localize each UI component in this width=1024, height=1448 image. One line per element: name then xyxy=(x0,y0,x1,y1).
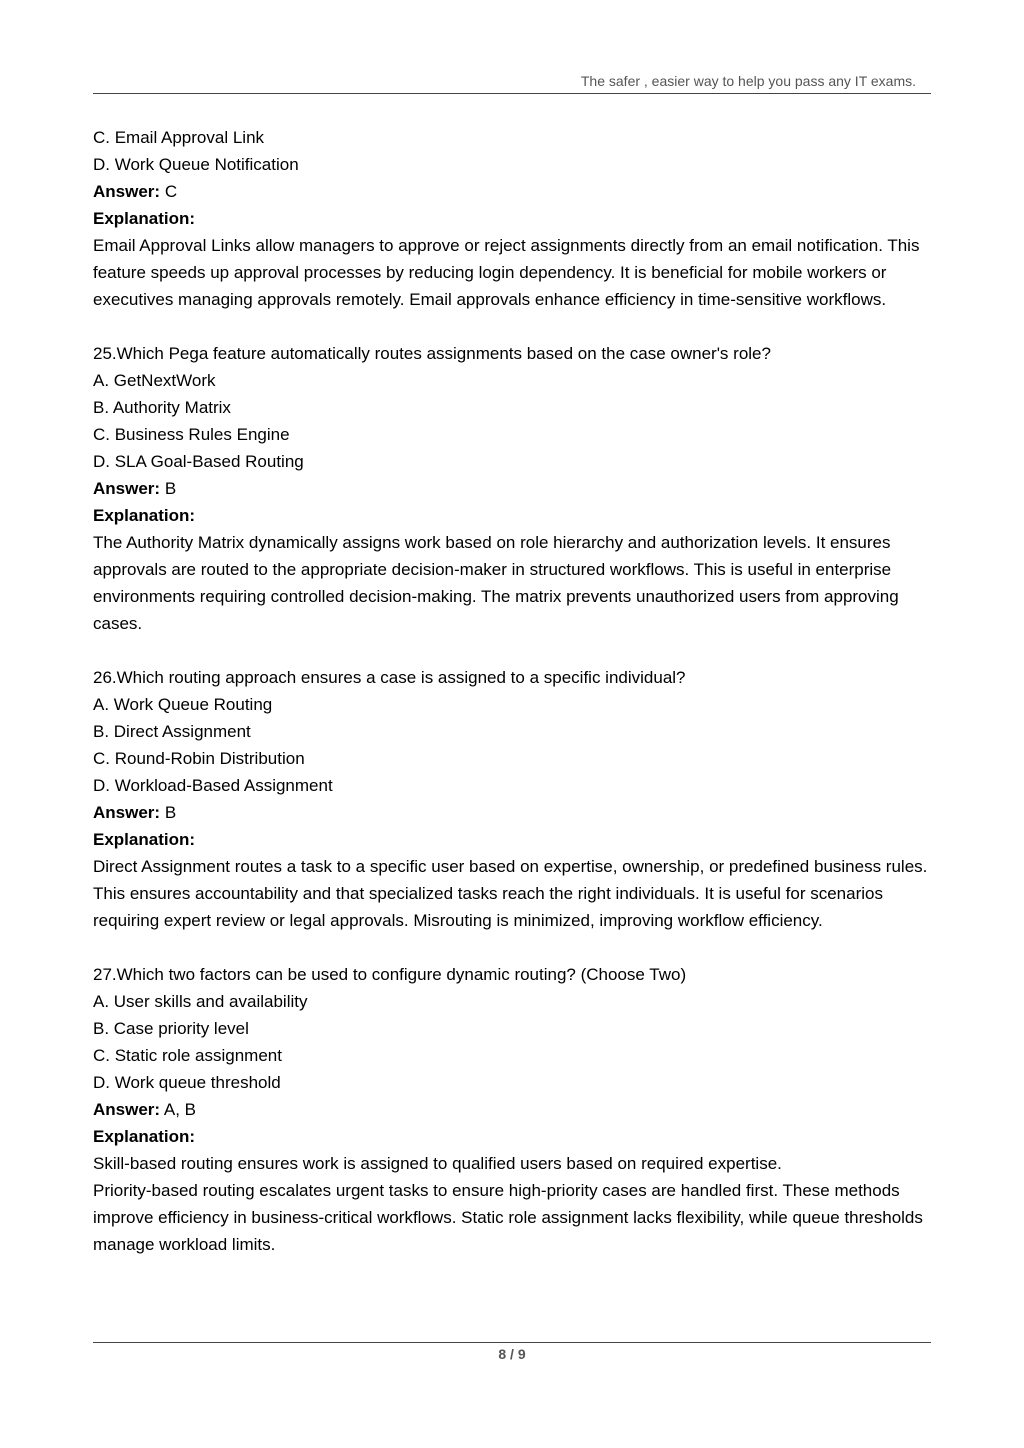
option-d: D. Work queue threshold xyxy=(93,1073,281,1092)
option-a: A. User skills and availability xyxy=(93,992,308,1011)
question-25 xyxy=(93,340,933,637)
answer-line xyxy=(93,799,933,826)
explanation-text-line-1: Skill-based routing ensures work is assigned to qualified users based on required expertise. xyxy=(93,1154,782,1173)
explanation-text: Email Approval Links allow managers to approve or reject assignments directly from an email notification. This feature speeds up approval processes by reducing login dependency. It is beneficial for mobile workers or executives managing approvals remotely. Email approvals enhance efficiency in time-sensitive workflows. xyxy=(93,236,920,309)
question-text: 26.Which routing approach ensures a case is assigned to a specific individual? xyxy=(93,668,686,687)
option-b: B. Direct Assignment xyxy=(93,722,251,741)
question-text: 25.Which Pega feature automatically routes assignments based on the case owner's role? xyxy=(93,344,771,363)
footer-divider xyxy=(93,1342,931,1343)
explanation-label: Explanation: xyxy=(93,830,196,849)
question-24-continuation xyxy=(93,124,933,313)
option-c: C. Round-Robin Distribution xyxy=(93,749,305,768)
spacer xyxy=(93,934,933,961)
answer-line xyxy=(93,1096,933,1123)
option-b: B. Case priority level xyxy=(93,1019,249,1038)
explanation-label: Explanation: xyxy=(93,1127,196,1146)
spacer xyxy=(93,313,933,340)
question-text: 27.Which two factors can be used to configure dynamic routing? (Choose Two) xyxy=(93,965,687,984)
question-26 xyxy=(93,664,933,934)
answer-line xyxy=(93,178,933,205)
header-tagline: The safer , easier way to help you pass any IT exams. xyxy=(580,73,916,89)
answer-label: Answer: xyxy=(93,479,161,498)
explanation-text: Direct Assignment routes a task to a specific user based on expertise, ownership, or predefined business rules. This ensures accountability and that specialized tasks reach the right individuals. It is useful for scenarios requiring expert review or legal approvals. Misrouting is minimized, improving workflow efficiency. xyxy=(93,857,928,930)
answer-value: B xyxy=(164,479,177,498)
option-b: B. Authority Matrix xyxy=(93,398,231,417)
spacer xyxy=(93,637,933,664)
answer-value: C xyxy=(164,182,178,201)
option-c: C. Static role assignment xyxy=(93,1046,282,1065)
page-content xyxy=(93,124,933,1258)
option-d: D. Workload-Based Assignment xyxy=(93,776,333,795)
answer-value: A, B xyxy=(163,1100,196,1119)
option-a: A. GetNextWork xyxy=(93,371,216,390)
answer-label: Answer: xyxy=(93,803,161,822)
answer-label: Answer: xyxy=(93,182,161,201)
answer-label: Answer: xyxy=(93,1100,161,1119)
header-divider xyxy=(93,93,931,94)
explanation-text: The Authority Matrix dynamically assigns work based on role hierarchy and authorization levels. It ensures approvals are routed to the appropriate decision-maker in structured workflows. This is useful in enterprise environments requiring controlled decision-making. The matrix prevents unauthorized users from approving cases. xyxy=(93,533,899,633)
page-number: 8 / 9 xyxy=(498,1346,526,1362)
explanation-text-line-2: Priority-based routing escalates urgent tasks to ensure high-priority cases are handled first. These methods improve efficiency in business-critical workflows. Static role assignment lacks flexibility, while queue thresholds manage workload limits. xyxy=(93,1181,923,1254)
option-c: C. Business Rules Engine xyxy=(93,425,290,444)
option-d: D. SLA Goal-Based Routing xyxy=(93,452,304,471)
explanation-label: Explanation: xyxy=(93,209,196,228)
option-d: D. Work Queue Notification xyxy=(93,155,299,174)
option-a: A. Work Queue Routing xyxy=(93,695,273,714)
question-27 xyxy=(93,961,933,1258)
explanation-label: Explanation: xyxy=(93,506,196,525)
answer-line xyxy=(93,475,933,502)
answer-value: B xyxy=(164,803,177,822)
option-c: C. Email Approval Link xyxy=(93,128,265,147)
